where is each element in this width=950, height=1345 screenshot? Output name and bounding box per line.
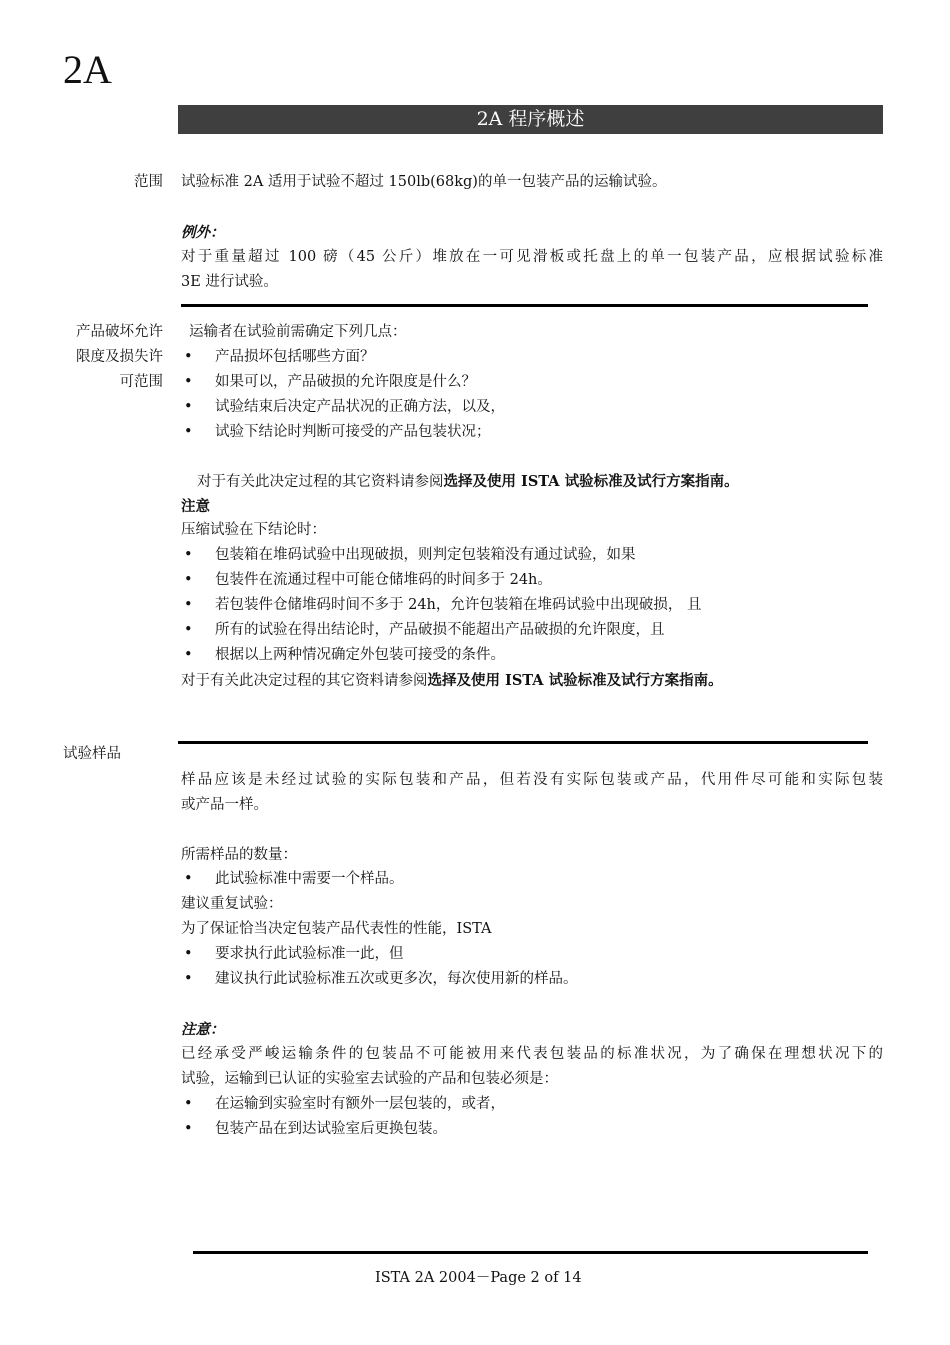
damage-label-line3: 可范围: [119, 374, 163, 390]
list-item-text: 包装箱在堆码试验中出现破损，则判定包装箱没有通过试验，如果: [215, 547, 636, 563]
list-item-text: 建议执行此试验标准五次或更多次，每次使用新的样品。: [215, 971, 578, 987]
list-item-text: 所有的试验在得出结论时，产品破损不能超出产品破损的允许限度，且: [215, 622, 665, 638]
quantity-title: 所需样品的数量：: [181, 847, 297, 863]
note-intro: 压缩试验在下结论时：: [181, 522, 326, 538]
reference-prefix: 对于有关此决定过程的其它资料请参阅: [197, 474, 444, 490]
bullet-mark: •: [184, 597, 193, 613]
exception-title: 例外：: [181, 224, 225, 241]
scope-label: 范围: [134, 174, 163, 190]
guide-reference: 选择及使用 ISTA 试验标准及试行方案指南。: [443, 473, 739, 490]
list-item-text: 此试验标准中需要一个样品。: [215, 871, 404, 887]
samples-note-title: 注意：: [181, 1021, 225, 1038]
footer-divider: [193, 1251, 868, 1254]
reference-prefix: 对于有关此决定过程的其它资料请参阅: [181, 673, 428, 689]
list-item-text: 产品损坏包括哪些方面？: [215, 349, 375, 365]
list-item: [0, 370, 950, 395]
guide-reference: 选择及使用 ISTA 试验标准及试行方案指南。: [427, 672, 723, 689]
list-item-text: 试验结束后决定产品状况的正确方法，以及，: [215, 399, 505, 415]
list-item: [0, 1092, 950, 1117]
list-item-text: 要求执行此试验标准一此，但: [215, 946, 404, 962]
list-item: [0, 1117, 950, 1142]
samples-para-line1: 样品应该是未经过试验的实际包装和产品，但若没有实际包装或产品，代用件尽可能和实际包装: [181, 772, 883, 788]
list-item: [0, 543, 950, 568]
list-item: [0, 568, 950, 593]
section-divider: [178, 741, 868, 744]
list-item: [0, 420, 950, 445]
bullet-mark: •: [184, 871, 193, 887]
bullet-mark: •: [184, 547, 193, 563]
list-item-text: 若包装件仓储堆码时间不多于 24h，允许包装箱在堆码试验中出现破损， 且: [215, 597, 702, 613]
list-item-text: 在运输到实验室时有额外一层包装的，或者，: [215, 1096, 505, 1112]
repeat-intro: 为了保证恰当决定包装产品代表性的性能，ISTA: [181, 921, 492, 937]
scope-text: 试验标准 2A 适用于试验不超过 150lb(68kg)的单一包装产品的运输试验。: [181, 174, 667, 190]
bullet-mark: •: [184, 424, 193, 440]
list-item-text: 根据以上两种情况确定外包装可接受的条件。: [215, 647, 505, 663]
section-divider: [181, 304, 868, 307]
bullet-mark: •: [184, 349, 193, 365]
damage-label-line1: 产品破坏允许: [76, 324, 163, 340]
list-item-text: 如果可以，产品破损的允许限度是什么？: [215, 374, 476, 390]
list-item-text: 试验下结论时判断可接受的产品包装状况；: [215, 424, 491, 440]
section-title-bar: 2A 程序概述: [178, 105, 883, 134]
samples-note-line2: 试验，运输到已认证的实验室去试验的产品和包装必须是：: [181, 1071, 558, 1087]
exception-text-line2: 3E 进行试验。: [181, 274, 278, 290]
list-item: [0, 593, 950, 618]
bullet-mark: •: [184, 622, 193, 638]
bullet-mark: •: [184, 374, 193, 390]
note-title: 注意: [181, 498, 210, 515]
list-item: [0, 967, 950, 992]
bullet-mark: •: [184, 647, 193, 663]
bullet-mark: •: [184, 971, 193, 987]
list-item: [0, 942, 950, 967]
damage-intro: 运输者在试验前需确定下列几点：: [189, 324, 407, 340]
page-code: 2A: [63, 47, 112, 92]
repeat-title: 建议重复试验：: [181, 896, 283, 912]
list-item-text: 包装产品在到达试验室后更换包装。: [215, 1121, 447, 1137]
exception-text-line1: 对于重量超过 100 磅（45 公斤）堆放在一可见滑板或托盘上的单一包装产品，应根据试验标准: [181, 249, 883, 265]
list-item: [0, 395, 950, 420]
list-item: [0, 643, 950, 668]
list-item: [0, 867, 950, 892]
bullet-mark: •: [184, 1121, 193, 1137]
list-item: [0, 345, 950, 370]
list-item: [0, 618, 950, 643]
samples-para-line2: 或产品一样。: [181, 797, 268, 813]
bullet-mark: •: [184, 399, 193, 415]
bullet-mark: •: [184, 1096, 193, 1112]
reference-line-1: [197, 469, 739, 495]
samples-label: 试验样品: [63, 746, 121, 762]
bullet-mark: •: [184, 572, 193, 588]
damage-label-line2: 限度及损失许: [76, 349, 163, 365]
reference-line-2: [181, 668, 723, 694]
page-footer: ISTA 2A 2004－Page 2 of 14: [375, 1270, 582, 1286]
list-item-text: 包装件在流通过程中可能仓储堆码的时间多于 24h。: [215, 572, 552, 588]
samples-note-line1: 已经承受严峻运输条件的包装品不可能被用来代表包装品的标准状况，为了确保在理想状况下的: [181, 1046, 883, 1062]
bullet-mark: •: [184, 946, 193, 962]
